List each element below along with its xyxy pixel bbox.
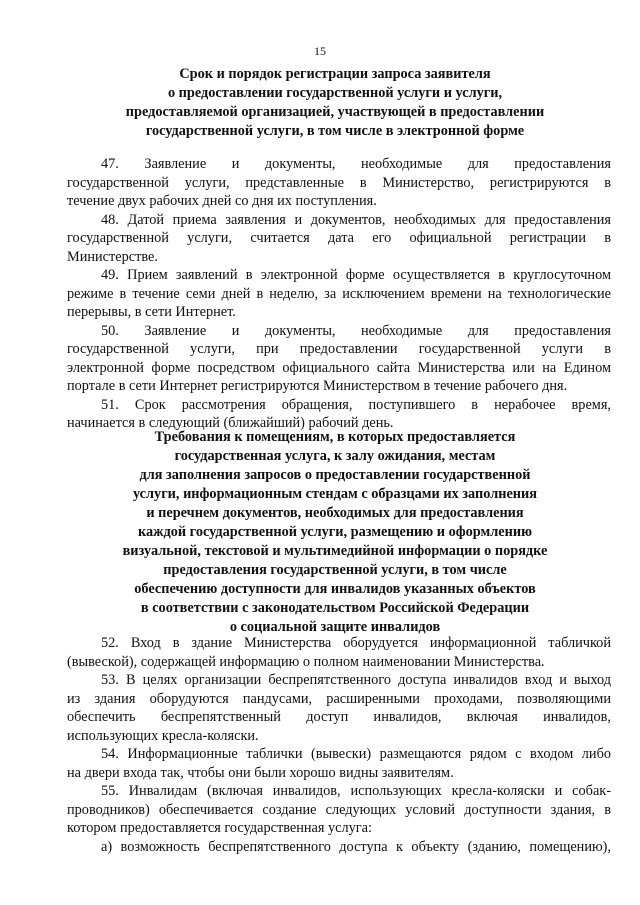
text-line: 55. Инвалидам (включая инвалидов, использующих кресла-коляски и собак- [101, 783, 611, 799]
text-line: 53. В целях организации беспрепятственного доступа инвалидов вход и выход [101, 672, 611, 688]
title-line: услуги, информационным стендам с образцами их заполнения [132, 486, 538, 502]
paragraph-49 [67, 266, 611, 322]
text-line: 50. Заявление и документы, необходимые для предоставления [101, 322, 611, 339]
text-line: обеспечить беспрепятственный доступ инвалидов, включая инвалидов, [67, 709, 611, 725]
text-line: 49. Прием заявлений в электронной форме осуществляется в круглосуточном [101, 267, 611, 283]
title-line: государственная услуга, к залу ожидания, местам [174, 448, 496, 464]
text-line: государственной услуги, считается дата его официальной регистрации в [67, 230, 611, 246]
section-2-body [67, 634, 611, 856]
text-line: 48. Датой приема заявления и документов, необходимых для предоставления [101, 211, 611, 228]
text-line: использующих кресла-коляски. [67, 727, 259, 744]
text-line: а) возможность беспрепятственного доступа к объекту (зданию, помещению), [101, 838, 611, 855]
text-line: портале в сети Интернет регистрируются Министерством в течение рабочего дня. [67, 378, 568, 394]
title-line: о предоставлении государственной услуги и услуги, [167, 85, 503, 101]
paragraph-51 [67, 396, 611, 433]
title-line: Требования к помещениям, в которых предоставляется [154, 429, 516, 445]
text-line: электронной форме посредством официального сайта Министерства или на Едином [67, 359, 611, 376]
paragraph-47 [67, 155, 611, 211]
text-line: начинается в следующий (ближайший) рабочий день. [67, 415, 394, 431]
text-line: (вывеской), содержащей информацию о полном наименовании Министерства. [67, 653, 545, 670]
section-1-body [67, 155, 611, 433]
paragraph-52 [67, 634, 611, 671]
text-line: 52. Вход в здание Министерства оборудуется информационной табличкой [101, 635, 611, 651]
title-line: в соответствии с законодательством Российской Федерации [140, 600, 530, 616]
text-line: перерывы, в сети Интернет. [67, 304, 236, 320]
title-line: предоставления государственной услуги, в том числе [163, 562, 507, 578]
title-line: для заполнения запросов о предоставлении государственной [139, 467, 531, 483]
text-line: Министерстве. [67, 248, 158, 265]
title-line: предоставляемой организацией, участвующей в предоставлении [125, 104, 545, 120]
text-line: 51. Срок рассмотрения обращения, поступившего в нерабочее время, [101, 396, 611, 413]
text-line: государственной услуги, представленные в Министерство, регистрируются в [67, 174, 611, 191]
text-line: из здания оборудуются пандусами, расширенными проходами, позволяющими [67, 690, 611, 707]
paragraph-54 [67, 745, 611, 782]
title-line: о социальной защите инвалидов [229, 619, 441, 635]
title-line: обеспечению доступности для инвалидов указанных объектов [134, 581, 536, 597]
paragraph-55a [67, 838, 611, 857]
paragraph-48 [67, 211, 611, 267]
text-line: на двери входа так, чтобы они были хорошо видны заявителям. [67, 764, 454, 781]
text-line: проводников) обеспечивается создание следующих условий доступности здания, в [67, 801, 611, 818]
text-line: государственной услуги, при предоставлении государственной услуги в [67, 341, 611, 357]
title-line: государственной услуги, в том числе в электронной форме [145, 123, 525, 139]
title-line: визуальной, текстовой и мультимедийной информации о порядке [122, 543, 548, 559]
title-line: каждой государственной услуги, размещению и оформлению [137, 524, 533, 540]
section-1-title [60, 65, 610, 141]
text-line: 54. Информационные таблички (вывески) размещаются рядом с входом либо [101, 746, 611, 762]
title-line: Срок и порядок регистрации запроса заявителя [179, 66, 491, 82]
title-line: и перечнем документов, необходимых для предоставления [146, 505, 524, 521]
text-line: течение двух рабочих дней со дня их поступления. [67, 193, 377, 209]
page-number: 15 [314, 44, 326, 58]
section-2-title [60, 428, 610, 637]
paragraph-55 [67, 782, 611, 838]
text-line: котором предоставляется государственная услуга: [67, 820, 372, 836]
paragraph-50 [67, 322, 611, 396]
paragraph-53 [67, 671, 611, 745]
text-line: 47. Заявление и документы, необходимые для предоставления [101, 156, 611, 172]
text-line: режиме в течение семи дней в неделю, за исключением времени на технологические [67, 285, 611, 302]
